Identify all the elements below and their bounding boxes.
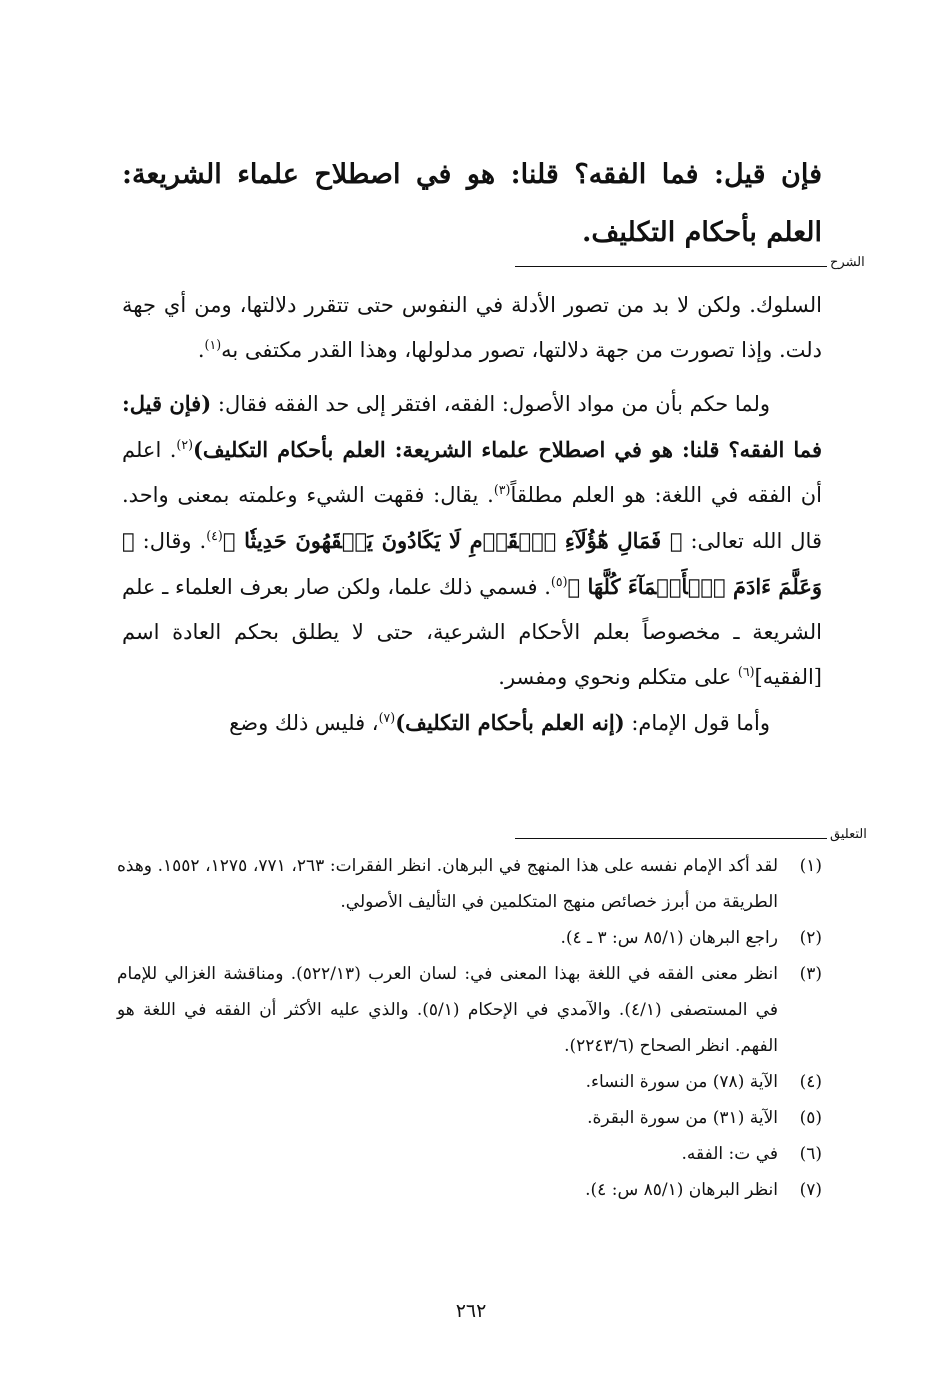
footnote-item [117,1100,822,1136]
footnote-ref-4[interactable]: (٤) [206,528,223,543]
imam-quote: (إنه العلم بأحكام التكليف) [395,710,625,735]
footnote-number: (٦) [799,1144,822,1164]
footnote-ref-1[interactable]: (١) [204,337,222,352]
footnote-number: (٣) [799,964,822,984]
sharh-body [122,283,822,746]
footnote-ref-6[interactable]: (٦) [737,664,755,679]
sharh-p2-f: على متكلم ونحوي ومفسر. [498,665,738,689]
footnote-text: راجع البرهان (٨٥/١ س: ٣ ـ ٤). [560,928,778,948]
footnotes-list [117,848,822,1208]
footnote-item [117,920,822,956]
footnote-ref-2[interactable]: (٢) [176,437,193,452]
footnote-text: انظر معنى الفقه في اللغة بهذا المعنى في: لسان العرب (٥٢٢/١٣). ومناقشة الغزالي للإمام في المستصفى (٤/١). والآمدي في الإحكام (٥/١). والذي عليه الأكثر أن الفقه في اللغة هو الفهم. انظر الصحاح (٢٢٤٣/٦). [117,964,778,1056]
sharh-p2-b: . اعلم أن الفقه في اللغة: هو العلم مطلقاً [122,438,822,507]
matn-quote: (فإن قيل: فما الفقه؟ قلنا: هو في اصطلاح علماء الشريعة: العلم بأحكام التكليف) [122,391,822,462]
footnote-text: لقد أكد الإمام نفسه على هذا المنهج في البرهان. انظر الفقرات: ٢٦٣، ٧٧١، ١٢٧٥، ١٥٥٢. وهذه الطريقة من أبرز خصائص منهج المتكلمين في التأليف الأصولي. [117,856,779,912]
footnote-number: (٥) [799,1108,822,1128]
footnote-ref-5[interactable]: (٥) [550,574,568,589]
footnote-number: (٧) [799,1180,822,1200]
matn-text: فإن قيل: فما الفقه؟ قلنا: هو في اصطلاح علماء الشريعة: العلم بأحكام التكليف. [122,159,822,248]
page-number: ٢٦٢ [455,1300,487,1322]
sharh-divider [515,266,827,267]
sharh-p1-text: السلوك. ولكن لا بد من تصور الأدلة في النفوس حتى تتقرر دلالتها، ومن أي جهة دلت. وإذا تصورت من جهة دلالتها، تصور مدلولها، وهذا القدر مكتفى به [122,293,822,362]
footnote-ref-3[interactable]: (٣) [493,482,511,497]
sharh-p2-d: . وقال: [142,529,207,553]
taliq-divider [515,838,827,839]
footnote-item [117,1136,822,1172]
sharh-label: الشرح [830,255,865,270]
sharh-p3-intro: وأما قول الإمام: [631,711,770,735]
footnote-text: الآية (٣١) من سورة البقرة. [587,1108,778,1128]
quran-verse-2: ﴿ وَعَلَّمَ ءَادَمَ ٱلۡأَسۡمَآءَ كُلَّهَا ﴾ [122,528,822,599]
footnote-number: (١) [799,856,822,876]
footnote-number: (٢) [799,928,822,948]
footnote-item [117,1172,822,1208]
footnote-item [117,1064,822,1100]
footnote-item [117,956,822,1064]
footnote-text: في ت: الفقه. [681,1144,778,1164]
footnote-ref-7[interactable]: (٧) [378,710,396,725]
sharh-p2-intro: ولما حكم بأن من مواد الأصول: الفقه، افتقر إلى حد الفقه فقال: [217,392,770,416]
footnote-text: الآية (٧٨) من سورة النساء. [585,1072,778,1092]
sharh-paragraph-2 [122,381,822,700]
sharh-p2-c: . يقال: فقهت الشيء وعلمته بمعنى واحد. قال الله تعالى: [122,483,822,553]
footnote-number: (٤) [799,1072,822,1092]
footnote-text: انظر البرهان (٨٥/١ س: ٤). [585,1180,778,1200]
quran-verse-1: ﴿ فَمَالِ هَٰٓؤُلَآءِ ٱلۡقَوۡمِ لَا يَكَادُونَ يَفۡقَهُونَ حَدِيثٗا ﴾ [222,528,683,553]
sharh-p3-b: ، فليس ذلك وضع [229,711,379,735]
sharh-p2-e: . فسمي ذلك علما، ولكن صار بعرف العلماء ـ علم الشريعة ـ مخصوصاً بعلم الأحكام الشرعية، حتى لا يطلق بحكم العادة اسم [الفقيه] [122,575,822,689]
sharh-p1-end: . [197,338,205,362]
footnote-item [117,848,822,920]
sharh-paragraph-3 [122,700,822,746]
sharh-paragraph-1 [122,283,822,373]
taliq-label: التعليق [830,827,867,842]
